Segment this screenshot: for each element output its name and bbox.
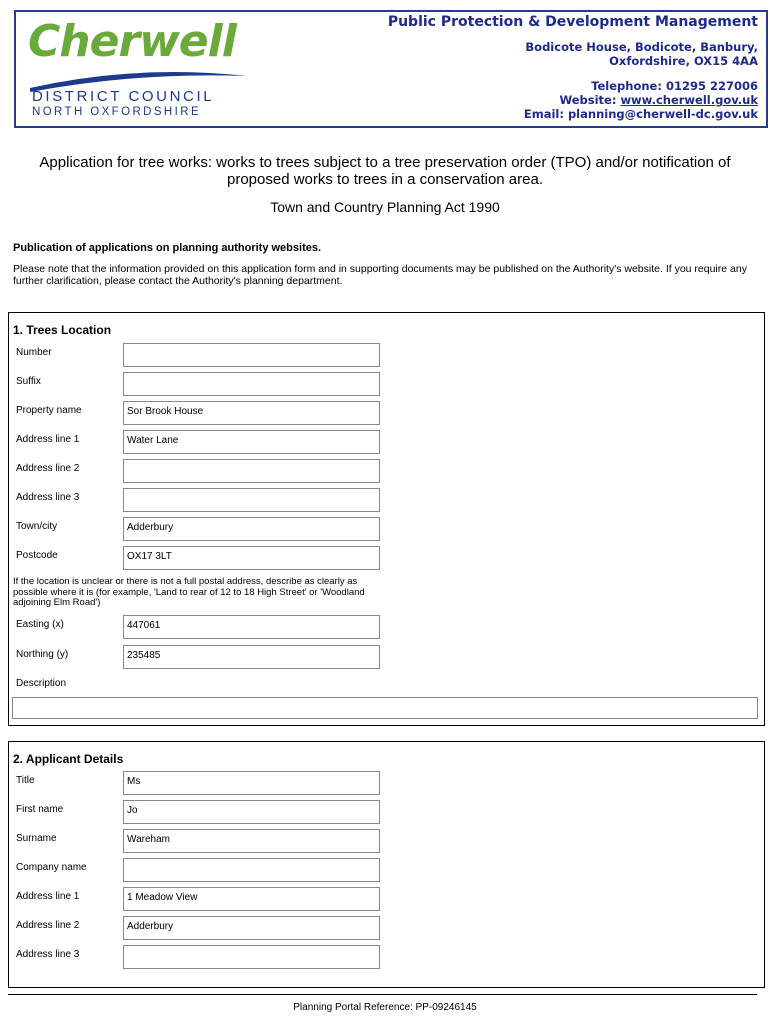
field-label-suffix: Suffix: [16, 376, 41, 387]
field-label-surname: Surname: [16, 833, 57, 844]
address-line-2-field[interactable]: [123, 459, 380, 483]
org-address-line-2: Oxfordshire, OX15 4AA: [609, 54, 758, 68]
field-label-number: Number: [16, 347, 52, 358]
first-name-field[interactable]: Jo: [123, 800, 380, 824]
org-address-line-1: Bodicote House, Bodicote, Banbury,: [525, 40, 758, 54]
section-applicant-details: [8, 741, 765, 988]
applicant-address-line-3-field[interactable]: [123, 945, 380, 969]
cherwell-logo: [28, 16, 258, 126]
org-telephone: Telephone: 01295 227006: [591, 79, 758, 93]
suffix-field[interactable]: [123, 372, 380, 396]
field-label-address-line-1: Address line 1: [16, 434, 80, 445]
field-label-description: Description: [16, 678, 67, 689]
org-email: Email: planning@cherwell-dc.gov.uk: [523, 107, 758, 121]
field-label-applicant-address-line-1: Address line 1: [16, 891, 80, 902]
form-subtitle: Town and Country Planning Act 1990: [270, 199, 500, 215]
field-label-company-name: Company name: [16, 862, 87, 873]
portal-reference: Planning Portal Reference: PP-09246145: [293, 1002, 477, 1013]
section-title: 1. Trees Location: [13, 323, 112, 337]
email-link[interactable]: planning@cherwell-dc.gov.uk: [567, 107, 758, 121]
website-link[interactable]: www.cherwell.gov.uk: [620, 93, 758, 107]
footer-divider: [8, 994, 757, 995]
field-label-applicant-address-line-3: Address line 3: [16, 949, 80, 960]
publication-heading: Publication of applications on planning authority websites.: [13, 242, 322, 254]
applicant-address-line-2-field[interactable]: Adderbury: [123, 916, 380, 940]
property-name-field[interactable]: Sor Brook House: [123, 401, 380, 425]
title-field[interactable]: Ms: [123, 771, 380, 795]
logo-district-council: DISTRICT COUNCIL: [32, 88, 215, 105]
field-label-northing: Northing (y): [16, 649, 69, 660]
company-name-field[interactable]: [123, 858, 380, 882]
surname-field[interactable]: Wareham: [123, 829, 380, 853]
field-label-applicant-address-line-2: Address line 2: [16, 920, 80, 931]
easting-field[interactable]: 447061: [123, 615, 380, 639]
logo-wordmark: Cherwell: [28, 16, 236, 67]
field-label-easting: Easting (x): [16, 619, 64, 630]
form-title: Application for tree works: works to trees subject to a tree preservation order (TPO) and/or notification of proposed works to trees in a conservation area.: [39, 154, 731, 188]
field-label-town-city: Town/city: [16, 521, 58, 532]
org-title: Public Protection & Development Management: [387, 14, 758, 30]
postcode-field[interactable]: OX17 3LT: [123, 546, 380, 570]
address-line-3-field[interactable]: [123, 488, 380, 512]
field-label-address-line-3: Address line 3: [16, 492, 80, 503]
publication-text: Please note that the information provided on this application form and in supporting documents may be published on the Authority's website. If you require any further clarification, please contact the Authority's planning department.: [13, 263, 747, 287]
town-city-field[interactable]: Adderbury: [123, 517, 380, 541]
field-label-postcode: Postcode: [16, 550, 58, 561]
field-label-property-name: Property name: [16, 405, 82, 416]
number-field[interactable]: [123, 343, 380, 367]
address-line-1-field[interactable]: Water Lane: [123, 430, 380, 454]
field-label-first-name: First name: [16, 804, 64, 815]
northing-field[interactable]: 235485: [123, 645, 380, 669]
org-website: Website: www.cherwell.gov.uk: [559, 93, 758, 107]
field-label-title: Title: [16, 775, 35, 786]
field-label-address-line-2: Address line 2: [16, 463, 80, 474]
section-title: 2. Applicant Details: [13, 752, 124, 766]
location-help-text: If the location is unclear or there is not a full postal address, describe as clearly as possible where it is (for example, 'Land to rear of 12 to 18 High Street' or 'Woodland adjoining Elm Road'): [13, 576, 365, 608]
section-trees-location: [8, 312, 765, 726]
description-field[interactable]: [12, 697, 758, 719]
applicant-address-line-1-field[interactable]: 1 Meadow View: [123, 887, 380, 911]
logo-north-oxfordshire: NORTH OXFORDSHIRE: [32, 106, 202, 118]
org-contact-block: [388, 14, 758, 121]
